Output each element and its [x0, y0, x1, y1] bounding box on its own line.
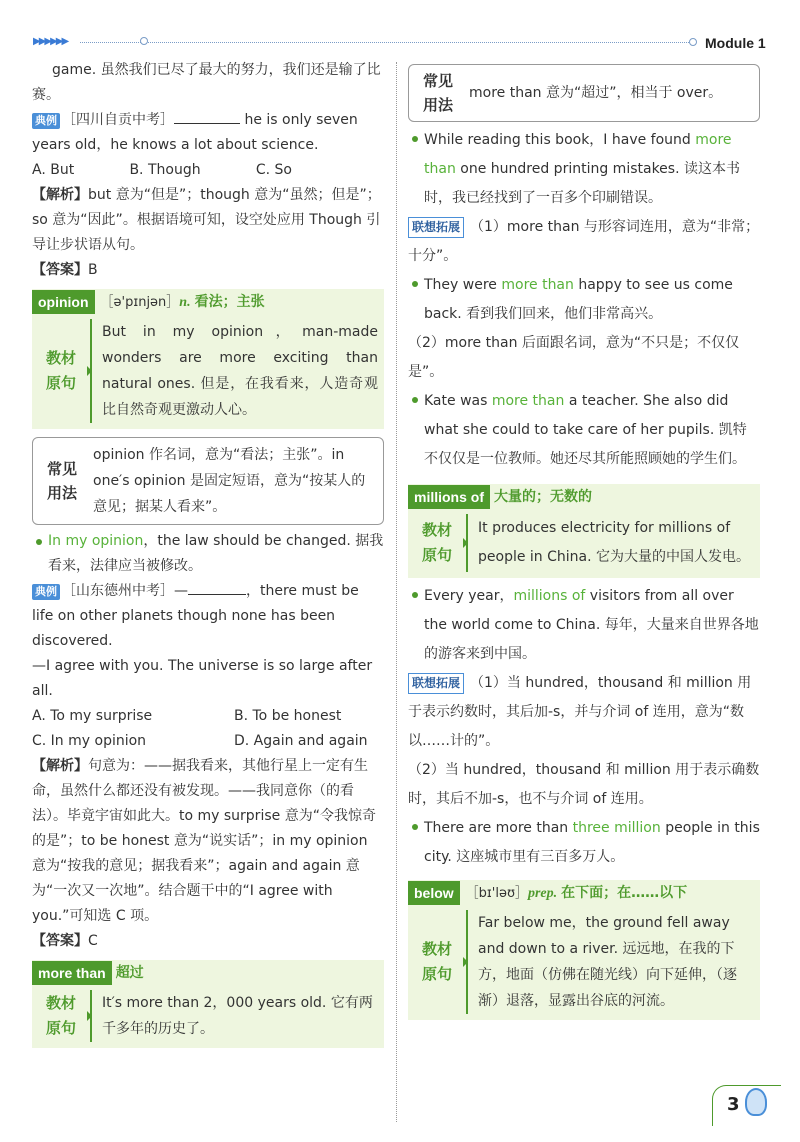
- module-title: Module 1: [705, 35, 766, 51]
- association-1: [408, 213, 760, 271]
- answer-value: C: [88, 933, 98, 949]
- answer: [32, 929, 384, 954]
- paragraph-continued: game. 虽然我们已尽了最大的努力，我们还是输了比赛。: [32, 62, 381, 103]
- option-a: A. To my surprise: [32, 708, 153, 724]
- analysis-tag: 【解析】: [32, 758, 88, 774]
- association-text: （1）more than 与形容词连用，意为“非常；十分”。: [408, 219, 760, 264]
- analysis: [32, 754, 384, 929]
- example-tag: 典例: [32, 584, 60, 600]
- part-of-speech: n.: [179, 294, 191, 310]
- association-text: （1）当 hundred，thousand 和 million 用于表示约数时，其后加-s，并与介词 of 连用，意为“数以……计的”。: [408, 675, 752, 749]
- bullet-example: In my opinion，the law should be changed. 据我看来，法律应当被修改。: [32, 529, 384, 579]
- page-header: [0, 30, 800, 60]
- association-2: [408, 669, 760, 756]
- answer-tag: 【答案】: [32, 262, 88, 278]
- options-row: [32, 158, 292, 183]
- example-1: [32, 108, 384, 158]
- textbook-sentence: But in my opinion，man-made wonders are more exciting than natural ones. 但是，在我看来，人造奇观比自然奇观更激动人心。: [102, 324, 378, 418]
- answer-blank: [174, 109, 240, 124]
- word-box-below: [408, 880, 760, 1020]
- answer-blank: [188, 580, 246, 595]
- answer-value: B: [88, 262, 98, 278]
- word-tag: millions of: [408, 485, 490, 509]
- analysis-tag: 【解析】: [32, 187, 88, 203]
- association-2-part2: （2）当 hundred，thousand 和 million 用于表示确数时，其后不加-s，也不与介词 of 连用。: [408, 762, 760, 807]
- header-knob-right: [689, 38, 697, 46]
- column-divider: [396, 62, 397, 1122]
- textbook-label: 教材 原句: [38, 990, 92, 1042]
- left-column: [32, 58, 384, 1050]
- header-line: [80, 42, 695, 43]
- usage-box: [408, 64, 760, 122]
- options-row: [32, 704, 384, 729]
- example-2-reply: —I agree with you. The universe is so large after all.: [32, 658, 373, 699]
- option-a: A. But: [32, 162, 75, 178]
- options-row: [32, 729, 384, 754]
- answer: [32, 258, 384, 283]
- page-number-badge: [712, 1085, 781, 1126]
- option-b: B. To be honest: [234, 708, 342, 724]
- example-2: [32, 579, 384, 654]
- bullet-example: While reading this book，I have found more than one hundred printing mistakes. 读这本书时，我已经找到了一百多个印刷错误。: [408, 126, 760, 213]
- analysis: [32, 183, 384, 258]
- word-tag: opinion: [32, 290, 95, 314]
- usage-label: 常见 用法: [46, 460, 77, 502]
- textbook-label: 教材 原句: [38, 319, 92, 423]
- textbook-sentence: It produces electricity for millions of people in China. 它为大量的中国人发电。: [478, 520, 751, 565]
- textbook-sentence: It′s more than 2，000 years old. 它有两千多年的历史了。: [102, 995, 373, 1037]
- textbook-label: 教材 原句: [414, 910, 468, 1014]
- usage-box: [32, 437, 384, 525]
- word-box-opinion: [32, 289, 384, 429]
- textbook-sentence: Far below me，the ground fell away and down to a river. 远远地，在我的下方，地面（仿佛在随光线）向下延伸，（逐渐）退落，显露出谷底的河流。: [478, 915, 737, 1009]
- option-c: C. In my opinion: [32, 733, 147, 749]
- usage-text: opinion 作名词，意为“看法；主张”。in one′s opinion 是固定短语，意为“按某人的意见；据某人看来”。: [93, 447, 366, 515]
- option-c: C. So: [255, 162, 292, 178]
- page-number: 3: [727, 1094, 740, 1115]
- phonetic: ［bɪ'ləʊ］: [465, 885, 528, 901]
- example-source: ［山东德州中考］—: [62, 583, 188, 599]
- part-of-speech: prep.: [527, 885, 558, 901]
- example-tag: 典例: [32, 113, 60, 129]
- bullet-example: There are more than three million people in this city. 这座城市里有三百多万人。: [408, 814, 760, 872]
- balloon-icon: [745, 1088, 767, 1116]
- analysis-text: but 意为“但是”；though 意为“虽然；但是”；so 意为“因此”。根据语境可知，设空处应用 Though 引导让步状语从句。: [32, 187, 381, 253]
- word-tag: below: [408, 881, 460, 905]
- association-tag: 联想拓展: [408, 217, 464, 238]
- answer-tag: 【答案】: [32, 933, 88, 949]
- word-tag: more than: [32, 961, 112, 985]
- word-box-more-than: [32, 960, 384, 1048]
- right-column: [408, 58, 760, 1022]
- association-tag: 联想拓展: [408, 673, 464, 694]
- option-d: D. Again and again: [234, 733, 368, 749]
- header-arrows: ▶▶▶▶▶▶: [33, 36, 68, 47]
- phonetic: ［ə'pɪnjən］: [100, 294, 180, 310]
- word-box-millions-of: [408, 484, 760, 578]
- word-meaning: 看法；主张: [194, 293, 265, 310]
- header-knob-left: [140, 37, 148, 45]
- textbook-label: 教材 原句: [414, 514, 468, 572]
- association-1-part2: （2）more than 后面跟名词，意为“不只是；不仅仅是”。: [408, 335, 740, 380]
- word-meaning: 超过: [115, 964, 144, 981]
- analysis-text: 句意为：——据我看来，其他行星上一定有生命，虽然什么都还没有被发现。——我同意你（的看法）。毕竟宇宙如此大。to my surprise 意为“令我惊奇的是”；to be honest 意为“说实话”；in my opinion 意为“按我的意见；据我看来”；again and again 意为“一次又一次地”。结合题干中的“I agree with you.”可知选 C 项。: [32, 758, 376, 924]
- usage-text: more than 意为“超过”，相当于 over。: [469, 85, 723, 101]
- bullet-example: Kate was more than a teacher. She also did what she could to take care of her pupils. 凯特不仅仅是一位教师。她还尽其所能照顾她的学生们。: [408, 387, 760, 474]
- usage-label: 常见 用法: [422, 72, 453, 114]
- example-source: ［四川自贡中考］: [62, 112, 174, 128]
- word-meaning: 在下面；在……以下: [561, 884, 688, 901]
- word-meaning: 大量的；无数的: [494, 488, 592, 505]
- bullet-example: Every year，millions of visitors from all over the world come to China. 每年，大量来自世界各地的游客来到中国。: [408, 582, 760, 669]
- example-text: ，there must be life on other planets though none has been discovered.: [32, 583, 359, 649]
- option-b: B. Though: [129, 162, 201, 178]
- bullet-example: They were more than happy to see us come back. 看到我们回来，他们非常高兴。: [408, 271, 760, 329]
- example-text: he is only seven years old，he knows a lot about science.: [32, 112, 358, 153]
